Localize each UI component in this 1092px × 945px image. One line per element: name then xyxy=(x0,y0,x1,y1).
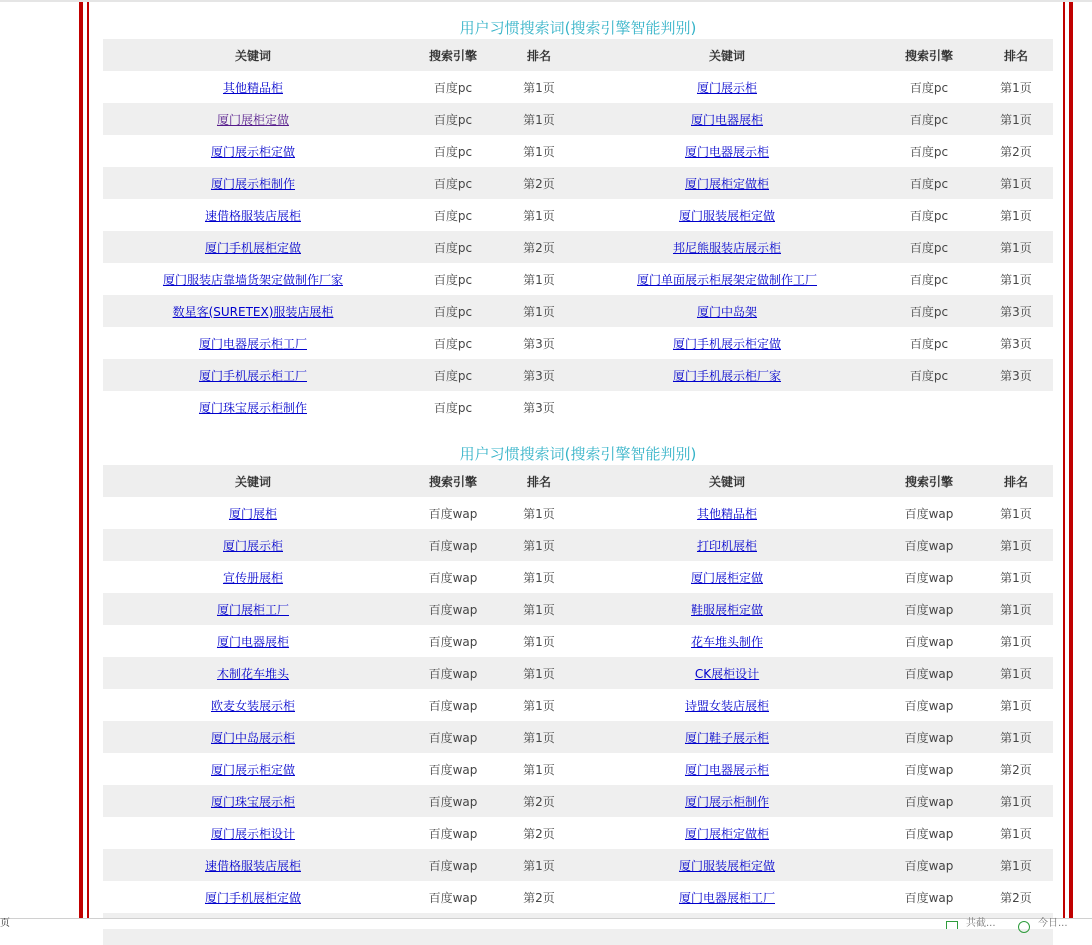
search-engine-cell: 百度pc xyxy=(879,103,979,135)
column-header: 关键词 xyxy=(575,39,879,71)
keyword-link[interactable]: 数星客(SURETEX)服装店展柜 xyxy=(172,304,334,319)
search-engine-cell: 百度pc xyxy=(433,336,473,351)
rank-cell: 第1页 xyxy=(1000,826,1032,841)
keyword-cell xyxy=(575,881,879,913)
search-engine-cell: 百度pc xyxy=(403,295,503,327)
search-engine-cell: 百度pc xyxy=(403,167,503,199)
rank-cell: 第1页 xyxy=(523,634,555,649)
search-engine-cell: 百度wap xyxy=(904,698,954,713)
search-engine-cell: 百度pc xyxy=(909,144,949,159)
table-row xyxy=(103,689,1053,721)
right-inner-border xyxy=(1063,2,1065,920)
top-divider xyxy=(0,0,1092,2)
table-row xyxy=(103,721,1053,753)
rank-cell: 第3页 xyxy=(979,359,1053,391)
keyword-link[interactable]: 诗盟女装店展柜 xyxy=(684,698,769,713)
keyword-link[interactable]: 厦门鞋子展示柜 xyxy=(684,730,769,745)
rank-cell: 第1页 xyxy=(979,593,1053,625)
rank-cell: 第3页 xyxy=(503,359,575,391)
table-header-row xyxy=(103,465,1053,497)
search-engine-cell: 百度wap xyxy=(904,570,954,585)
keyword-link[interactable]: 厦门电器展柜 xyxy=(690,112,763,127)
keyword-link[interactable]: 厦门展示柜制作 xyxy=(684,794,769,809)
keyword-link[interactable]: 厦门电器展柜工厂 xyxy=(678,890,775,905)
keyword-cell xyxy=(103,593,403,625)
rank-cell: 第2页 xyxy=(523,890,555,905)
search-engine-cell: 百度wap xyxy=(428,762,478,777)
search-engine-cell: 百度wap xyxy=(879,657,979,689)
rank-cell: 第1页 xyxy=(1000,272,1032,287)
keyword-link[interactable]: 厦门手机展柜定做 xyxy=(204,890,301,905)
keyword-cell xyxy=(575,529,879,561)
table-row xyxy=(103,263,1053,295)
search-engine-cell: 百度wap xyxy=(879,529,979,561)
circle-icon[interactable] xyxy=(1018,921,1030,933)
keyword-link[interactable]: 厦门展示柜 xyxy=(222,538,283,553)
bottom-status-bar xyxy=(0,918,1092,929)
rank-cell: 第2页 xyxy=(503,167,575,199)
rank-cell: 第1页 xyxy=(979,231,1053,263)
search-engine-cell: 百度pc xyxy=(403,231,503,263)
keyword-link[interactable]: 其他精品柜 xyxy=(696,506,757,521)
keyword-link[interactable]: 宣传册展柜 xyxy=(222,570,283,585)
keyword-cell xyxy=(575,657,879,689)
keyword-cell xyxy=(575,625,879,657)
search-engine-cell: 百度pc xyxy=(879,231,979,263)
keyword-link[interactable]: 厦门珠宝展示柜制作 xyxy=(198,400,307,415)
search-engine-cell: 百度wap xyxy=(403,529,503,561)
keyword-link[interactable]: 厦门展柜定做 xyxy=(690,570,763,585)
keyword-cell xyxy=(575,817,879,849)
keyword-section-wap xyxy=(103,443,1053,945)
section-title: 用户习惯搜索词(搜索引擎智能判别) xyxy=(459,445,697,463)
table-row xyxy=(103,295,1053,327)
left-inner-border xyxy=(87,2,89,920)
column-header: 搜索引擎 xyxy=(403,465,503,497)
search-engine-cell: 百度wap xyxy=(403,849,503,881)
search-engine-cell: 百度pc xyxy=(433,144,473,159)
keyword-cell xyxy=(103,721,403,753)
keyword-link[interactable]: 厦门展柜工厂 xyxy=(216,602,289,617)
keyword-link[interactable]: 木制花车堆头 xyxy=(216,666,289,681)
keyword-link[interactable]: 速借格服装店展柜 xyxy=(204,858,301,873)
keyword-cell xyxy=(103,263,403,295)
keyword-ranking-table xyxy=(103,39,1053,423)
keyword-link[interactable]: 打印机展柜 xyxy=(696,538,757,553)
table-row xyxy=(103,135,1053,167)
table-row xyxy=(103,561,1053,593)
keyword-cell xyxy=(575,71,879,103)
search-engine-cell: 百度wap xyxy=(428,890,478,905)
search-engine-cell: 百度wap xyxy=(904,762,954,777)
table-row xyxy=(103,103,1053,135)
column-header: 搜索引擎 xyxy=(879,39,979,71)
keyword-link[interactable]: 厦门手机展示柜定做 xyxy=(672,336,781,351)
keyword-cell xyxy=(103,817,403,849)
keyword-link[interactable]: 其他精品柜 xyxy=(222,80,283,95)
keyword-link[interactable]: 厦门展示柜设计 xyxy=(210,826,295,841)
keyword-cell xyxy=(575,327,879,359)
table-row xyxy=(103,753,1053,785)
keyword-link[interactable]: 厦门服装店靠墙货架定做制作厂家 xyxy=(162,272,343,287)
keyword-link[interactable]: 厦门电器展示柜 xyxy=(684,762,769,777)
rank-cell: 第1页 xyxy=(523,272,555,287)
search-engine-cell: 百度wap xyxy=(428,570,478,585)
search-engine-cell: 百度pc xyxy=(909,272,949,287)
keyword-link[interactable]: 厦门展柜定做柜 xyxy=(684,176,769,191)
column-header: 关键词 xyxy=(103,465,403,497)
rank-cell: 第1页 xyxy=(503,657,575,689)
search-engine-cell: 百度wap xyxy=(403,785,503,817)
keyword-link[interactable]: 厦门单面展示柜展架定做制作工厂 xyxy=(636,272,817,287)
rank-cell: 第2页 xyxy=(503,231,575,263)
rank-cell: 第1页 xyxy=(523,208,555,223)
rank-cell: 第1页 xyxy=(1000,506,1032,521)
table-row xyxy=(103,785,1053,817)
keyword-cell xyxy=(103,359,403,391)
column-header: 排名 xyxy=(979,465,1053,497)
search-engine-cell: 百度wap xyxy=(403,593,503,625)
keyword-cell xyxy=(103,625,403,657)
table-row xyxy=(103,657,1053,689)
keyword-link[interactable]: 厦门展柜定做柜 xyxy=(684,826,769,841)
search-engine-cell: 百度wap xyxy=(403,721,503,753)
column-header: 排名 xyxy=(503,39,575,71)
search-engine-cell: 百度pc xyxy=(433,400,473,415)
table-row xyxy=(103,231,1053,263)
keyword-section-pc xyxy=(103,17,1053,423)
keyword-cell xyxy=(575,849,879,881)
rank-cell: 第1页 xyxy=(1000,634,1032,649)
search-engine-cell: 百度wap xyxy=(428,506,478,521)
search-engine-cell: 百度pc xyxy=(403,359,503,391)
keyword-cell xyxy=(575,359,879,391)
rank-cell: 第1页 xyxy=(979,721,1053,753)
keyword-cell xyxy=(575,199,879,231)
rank-cell: 第1页 xyxy=(523,762,555,777)
keyword-cell xyxy=(575,103,879,135)
keyword-link[interactable]: 厦门电器展示柜 xyxy=(684,144,769,159)
rank-cell: 第2页 xyxy=(1000,762,1032,777)
keyword-cell xyxy=(575,689,879,721)
column-header: 关键词 xyxy=(575,465,879,497)
keyword-link[interactable]: 厦门珠宝展示柜 xyxy=(210,794,295,809)
keyword-link[interactable]: 厦门手机展示柜厂家 xyxy=(672,368,781,383)
search-engine-cell: 百度wap xyxy=(904,826,954,841)
keyword-link[interactable]: 厦门电器展柜 xyxy=(216,634,289,649)
search-engine-cell: 百度pc xyxy=(433,80,473,95)
keyword-cell xyxy=(575,561,879,593)
keyword-cell xyxy=(103,561,403,593)
keyword-cell xyxy=(103,689,403,721)
keyword-cell xyxy=(103,295,403,327)
keyword-link[interactable]: CK展柜设计 xyxy=(694,666,760,681)
table-row xyxy=(103,497,1053,529)
rank-cell: 第1页 xyxy=(503,103,575,135)
keyword-cell xyxy=(103,529,403,561)
search-engine-cell: 百度pc xyxy=(879,167,979,199)
search-engine-cell: 百度pc xyxy=(433,208,473,223)
keyword-link[interactable]: 厦门展示柜 xyxy=(696,80,757,95)
search-engine-cell: 百度pc xyxy=(879,295,979,327)
rank-cell: 第2页 xyxy=(1000,144,1032,159)
keyword-link[interactable]: 花车堆头制作 xyxy=(690,634,763,649)
rank-cell: 第1页 xyxy=(979,167,1053,199)
rank-cell: 第1页 xyxy=(503,529,575,561)
rank-cell: 第2页 xyxy=(523,826,555,841)
keyword-cell xyxy=(103,71,403,103)
search-engine-cell: 百度wap xyxy=(879,785,979,817)
search-engine-cell: 百度pc xyxy=(879,359,979,391)
table-row xyxy=(103,849,1053,881)
table-row xyxy=(103,881,1053,913)
keyword-cell xyxy=(103,231,403,263)
column-header: 排名 xyxy=(503,465,575,497)
search-engine-cell: 百度wap xyxy=(428,634,478,649)
search-engine-cell: 百度wap xyxy=(904,890,954,905)
rank-cell: 第1页 xyxy=(503,849,575,881)
table-row xyxy=(103,529,1053,561)
rank-cell xyxy=(979,391,1053,423)
keyword-cell xyxy=(575,721,879,753)
search-engine-cell: 百度pc xyxy=(909,80,949,95)
rank-cell: 第3页 xyxy=(523,400,555,415)
keyword-cell xyxy=(103,391,403,423)
table-row xyxy=(103,71,1053,103)
keyword-cell xyxy=(103,497,403,529)
table-header-row xyxy=(103,39,1053,71)
rank-cell: 第2页 xyxy=(503,785,575,817)
keyword-cell xyxy=(575,263,879,295)
table-row xyxy=(103,327,1053,359)
keyword-cell xyxy=(103,167,403,199)
rank-cell: 第1页 xyxy=(979,657,1053,689)
keyword-cell xyxy=(103,199,403,231)
keyword-link[interactable]: 厦门展柜 xyxy=(228,506,277,521)
keyword-cell xyxy=(103,785,403,817)
table-row xyxy=(103,391,1053,423)
keyword-link[interactable]: 速借格服装店展柜 xyxy=(204,208,301,223)
keyword-cell xyxy=(575,753,879,785)
rank-cell: 第1页 xyxy=(523,698,555,713)
right-outer-border xyxy=(1069,2,1073,920)
bottom-item2-label: 今日... xyxy=(1038,918,1068,929)
table-row xyxy=(103,359,1053,391)
keyword-link[interactable]: 厦门电器展示柜工厂 xyxy=(198,336,307,351)
keyword-link[interactable]: 鞋服展柜定做 xyxy=(690,602,763,617)
bottom-left-fragment: 页 xyxy=(0,918,10,929)
rank-cell: 第1页 xyxy=(523,506,555,521)
keyword-link[interactable]: 厦门手机展示柜工厂 xyxy=(198,368,307,383)
keyword-link[interactable]: 厦门展示柜定做 xyxy=(210,144,295,159)
rank-cell: 第1页 xyxy=(523,570,555,585)
rank-cell: 第1页 xyxy=(1000,80,1032,95)
rank-cell: 第1页 xyxy=(979,529,1053,561)
rank-cell: 第1页 xyxy=(1000,698,1032,713)
keyword-cell xyxy=(103,657,403,689)
column-header: 关键词 xyxy=(103,39,403,71)
search-engine-cell: 百度wap xyxy=(879,849,979,881)
table-row xyxy=(103,625,1053,657)
search-engine-cell xyxy=(879,391,979,423)
search-engine-cell: 百度wap xyxy=(879,593,979,625)
rank-cell: 第1页 xyxy=(979,849,1053,881)
keyword-link[interactable]: 厦门展柜定做 xyxy=(216,112,289,127)
section-title: 用户习惯搜索词(搜索引擎智能判别) xyxy=(459,19,697,37)
keyword-cell xyxy=(103,327,403,359)
rank-cell: 第1页 xyxy=(503,593,575,625)
keyword-cell xyxy=(103,849,403,881)
bottom-item1-label: 共截... xyxy=(966,918,996,929)
search-engine-cell: 百度pc xyxy=(909,336,949,351)
rank-cell: 第1页 xyxy=(523,144,555,159)
keyword-cell xyxy=(575,785,879,817)
search-engine-cell: 百度pc xyxy=(909,208,949,223)
keyword-link[interactable]: 厦门中岛架 xyxy=(696,304,757,319)
search-engine-cell: 百度wap xyxy=(879,721,979,753)
keyword-cell xyxy=(103,753,403,785)
table-row xyxy=(103,199,1053,231)
rank-cell: 第1页 xyxy=(503,721,575,753)
search-engine-cell: 百度pc xyxy=(403,103,503,135)
search-engine-cell: 百度wap xyxy=(904,634,954,649)
keyword-cell xyxy=(103,881,403,913)
column-header: 搜索引擎 xyxy=(403,39,503,71)
keyword-cell xyxy=(575,231,879,263)
keyword-cell xyxy=(575,391,879,423)
keyword-cell xyxy=(575,593,879,625)
column-header: 排名 xyxy=(979,39,1053,71)
rank-cell: 第1页 xyxy=(523,80,555,95)
keyword-link[interactable]: 厦门展示柜定做 xyxy=(210,762,295,777)
search-engine-cell: 百度wap xyxy=(428,698,478,713)
keyword-cell xyxy=(575,295,879,327)
keyword-link[interactable]: 邦尼熊服装店展示柜 xyxy=(672,240,781,255)
keyword-ranking-table xyxy=(103,465,1053,945)
search-engine-cell: 百度pc xyxy=(433,272,473,287)
search-engine-cell: 百度wap xyxy=(428,826,478,841)
keyword-cell xyxy=(575,135,879,167)
rank-cell: 第1页 xyxy=(1000,208,1032,223)
column-header: 搜索引擎 xyxy=(879,465,979,497)
rank-cell: 第2页 xyxy=(1000,890,1032,905)
rank-cell: 第3页 xyxy=(523,336,555,351)
keyword-cell xyxy=(103,135,403,167)
table-row xyxy=(103,593,1053,625)
keyword-cell xyxy=(575,167,879,199)
keyword-link[interactable]: 厦门手机展柜定做 xyxy=(204,240,301,255)
left-outer-border xyxy=(79,2,83,920)
keyword-link[interactable]: 厦门展示柜制作 xyxy=(210,176,295,191)
rank-cell: 第1页 xyxy=(979,103,1053,135)
rank-cell: 第1页 xyxy=(503,295,575,327)
keyword-link[interactable]: 欧麦女装展示柜 xyxy=(210,698,295,713)
keyword-link[interactable]: 厦门中岛展示柜 xyxy=(210,730,295,745)
rank-cell: 第1页 xyxy=(1000,570,1032,585)
rank-cell: 第1页 xyxy=(979,785,1053,817)
keyword-cell xyxy=(103,103,403,135)
keyword-link[interactable]: 厦门服装展柜定做 xyxy=(678,208,775,223)
rank-cell: 第3页 xyxy=(979,295,1053,327)
search-engine-cell: 百度wap xyxy=(904,506,954,521)
search-engine-cell: 百度wap xyxy=(403,657,503,689)
keyword-link[interactable]: 厦门服装展柜定做 xyxy=(678,858,775,873)
keyword-cell xyxy=(575,497,879,529)
table-row xyxy=(103,817,1053,849)
rank-cell: 第3页 xyxy=(1000,336,1032,351)
table-row xyxy=(103,167,1053,199)
